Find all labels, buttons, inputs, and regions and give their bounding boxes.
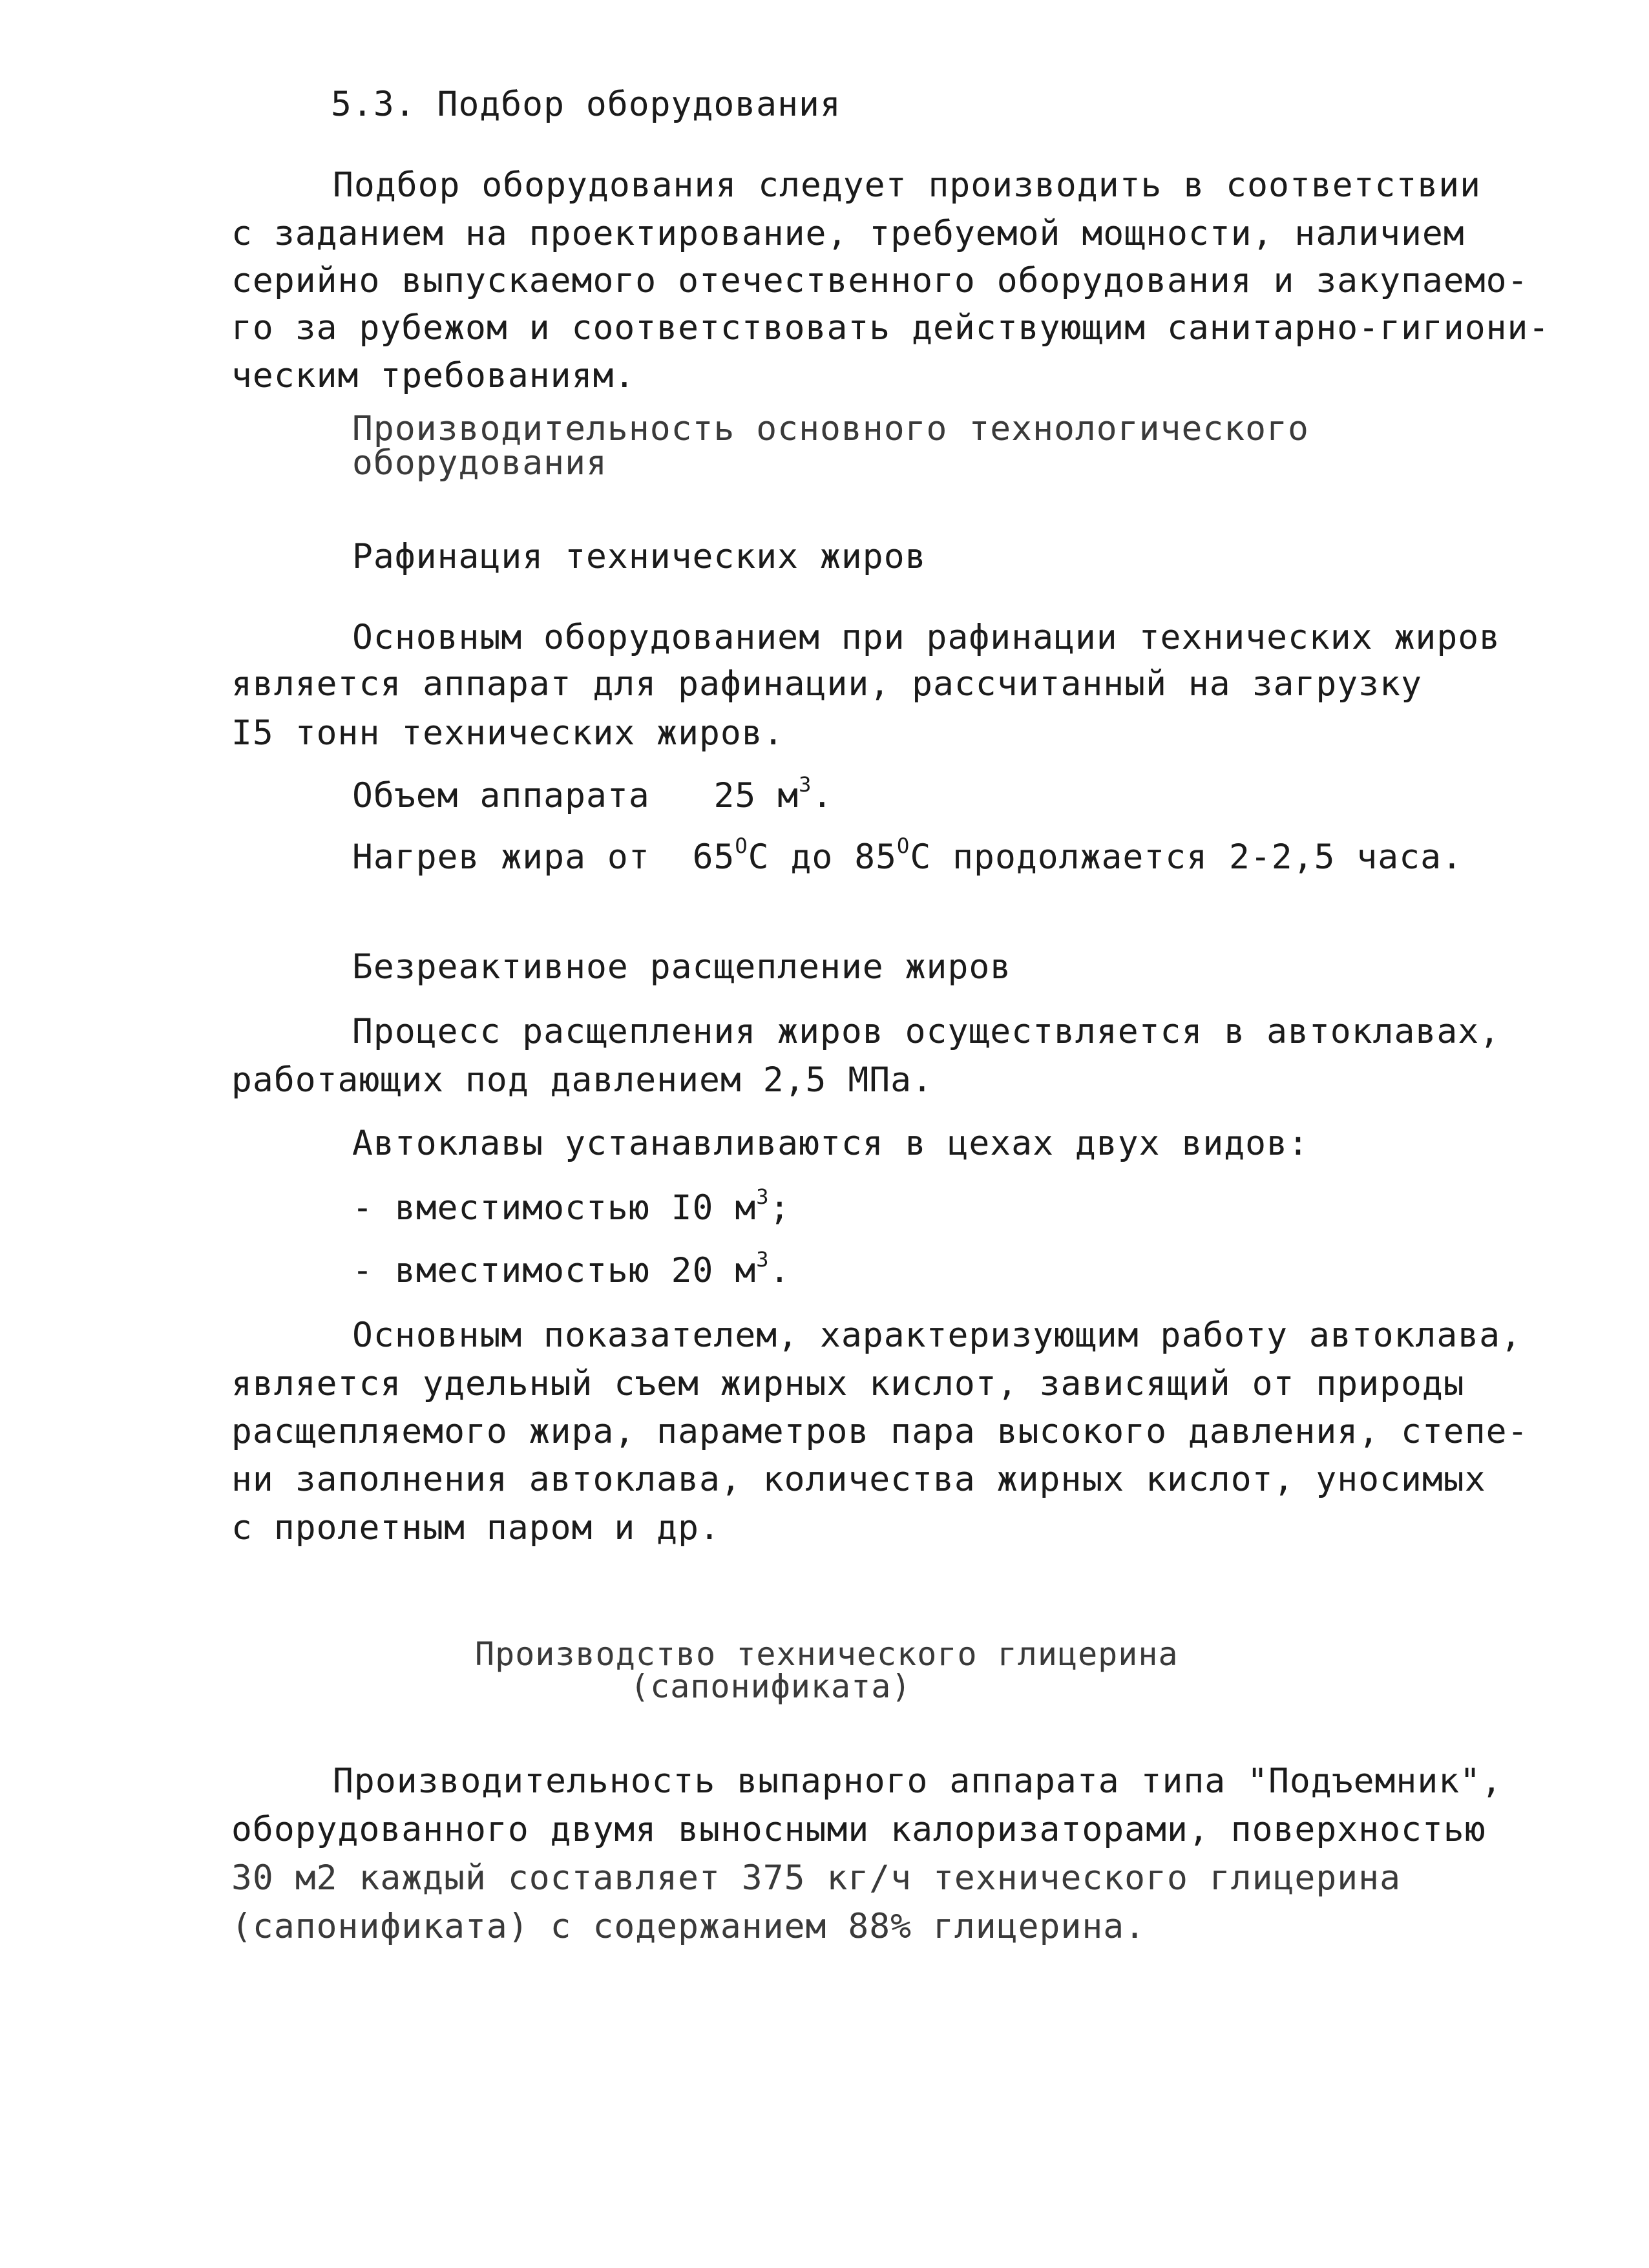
refining-heading: Рафинация технических жиров <box>352 537 927 576</box>
refining-line-1: Основным оборудованием при рафинации технических жиров <box>352 618 1501 657</box>
section-heading: 5.3. Подбор оборудования <box>331 85 841 124</box>
glycerin-line-2: оборудованного двумя выносными калоризаторами, поверхностью <box>231 1810 1486 1849</box>
equipment-heading-line-2: оборудования <box>352 443 607 483</box>
glycerin-line-3: 30 м2 каждый составляет 375 кг/ч технического глицерина <box>231 1858 1401 1898</box>
splitting-heading: Безреактивное расщепление жиров <box>352 947 1012 987</box>
glycerin-heading-line-2: (сапонификата) <box>630 1668 912 1705</box>
intro-line-5: ческим требованиям. <box>231 356 636 395</box>
intro-line-2: с заданием на проектирование, требуемой мощности, наличием <box>231 214 1465 253</box>
cubic-exponent: 3 <box>756 1184 770 1209</box>
degree-mark: O <box>897 834 910 858</box>
splitting-line-2: работающих под давлением 2,5 МПа. <box>231 1060 933 1100</box>
glycerin-line-4: (сапонификата) с содержанием 88% глицерина. <box>231 1907 1146 1946</box>
heating-start-temp: 65 <box>692 837 735 877</box>
cubic-exponent: 3 <box>756 1247 770 1272</box>
apparatus-volume-line: Объем аппарата 25 $м^3$. <box>352 772 834 815</box>
intro-line-1: Подбор оборудования следует производить в соответствии <box>333 165 1482 205</box>
indicator-line-3: расщепляемого жира, параметров пара высокого давления, степе- <box>231 1412 1529 1451</box>
indicator-line-5: с пролетным паром и др. <box>231 1508 720 1548</box>
refining-line-3: I5 тонн технических жиров. <box>231 713 784 753</box>
intro-line-4: го за рубежом и соответствовать действующим санитарно-гигиони- <box>231 308 1550 348</box>
heating-end-temp: 85 <box>854 837 898 877</box>
refining-line-2: является аппарат для рафинации, рассчитанный на загрузку <box>231 664 1422 704</box>
intro-line-3: серийно выпускаемого отечественного оборудования и закупаемо- <box>231 261 1529 300</box>
glycerin-line-1: Производительность выпарного аппарата типа "Подъемник", <box>333 1761 1502 1801</box>
apparatus-volume-label: Объем аппарата <box>352 776 650 815</box>
splitting-line-1: Процесс расщепления жиров осуществляется в автоклавах, <box>352 1012 1501 1051</box>
apparatus-volume-value: 25 м <box>713 776 799 815</box>
equipment-heading-line-1: Производительность основного технологического <box>352 409 1309 448</box>
indicator-line-4: ни заполнения автоклава, количества жирных кислот, уносимых <box>231 1460 1486 1499</box>
glycerin-heading-line-1: Производство технического глицерина <box>475 1635 1179 1673</box>
indicator-line-1: Основным показателем, характеризующим работу автоклава, <box>352 1316 1522 1355</box>
indicator-line-2: является удельный съем жирных кислот, зависящий от природы <box>231 1364 1465 1403</box>
autoclave-capacity-10: - вместимостью I0 $м^3$; <box>352 1184 791 1228</box>
autoclave-capacity-20: - вместимостью 20 $м^3$. <box>352 1247 791 1290</box>
cubic-exponent: 3 <box>799 772 812 797</box>
autoclaves-intro: Автоклавы устанавливаются в цехах двух видов: <box>352 1124 1309 1163</box>
heating-line: Нагрев жира от $65^OC$ до $85^OC$ продолжается 2-2,5 часа. <box>352 834 1463 877</box>
degree-mark: O <box>735 834 748 858</box>
